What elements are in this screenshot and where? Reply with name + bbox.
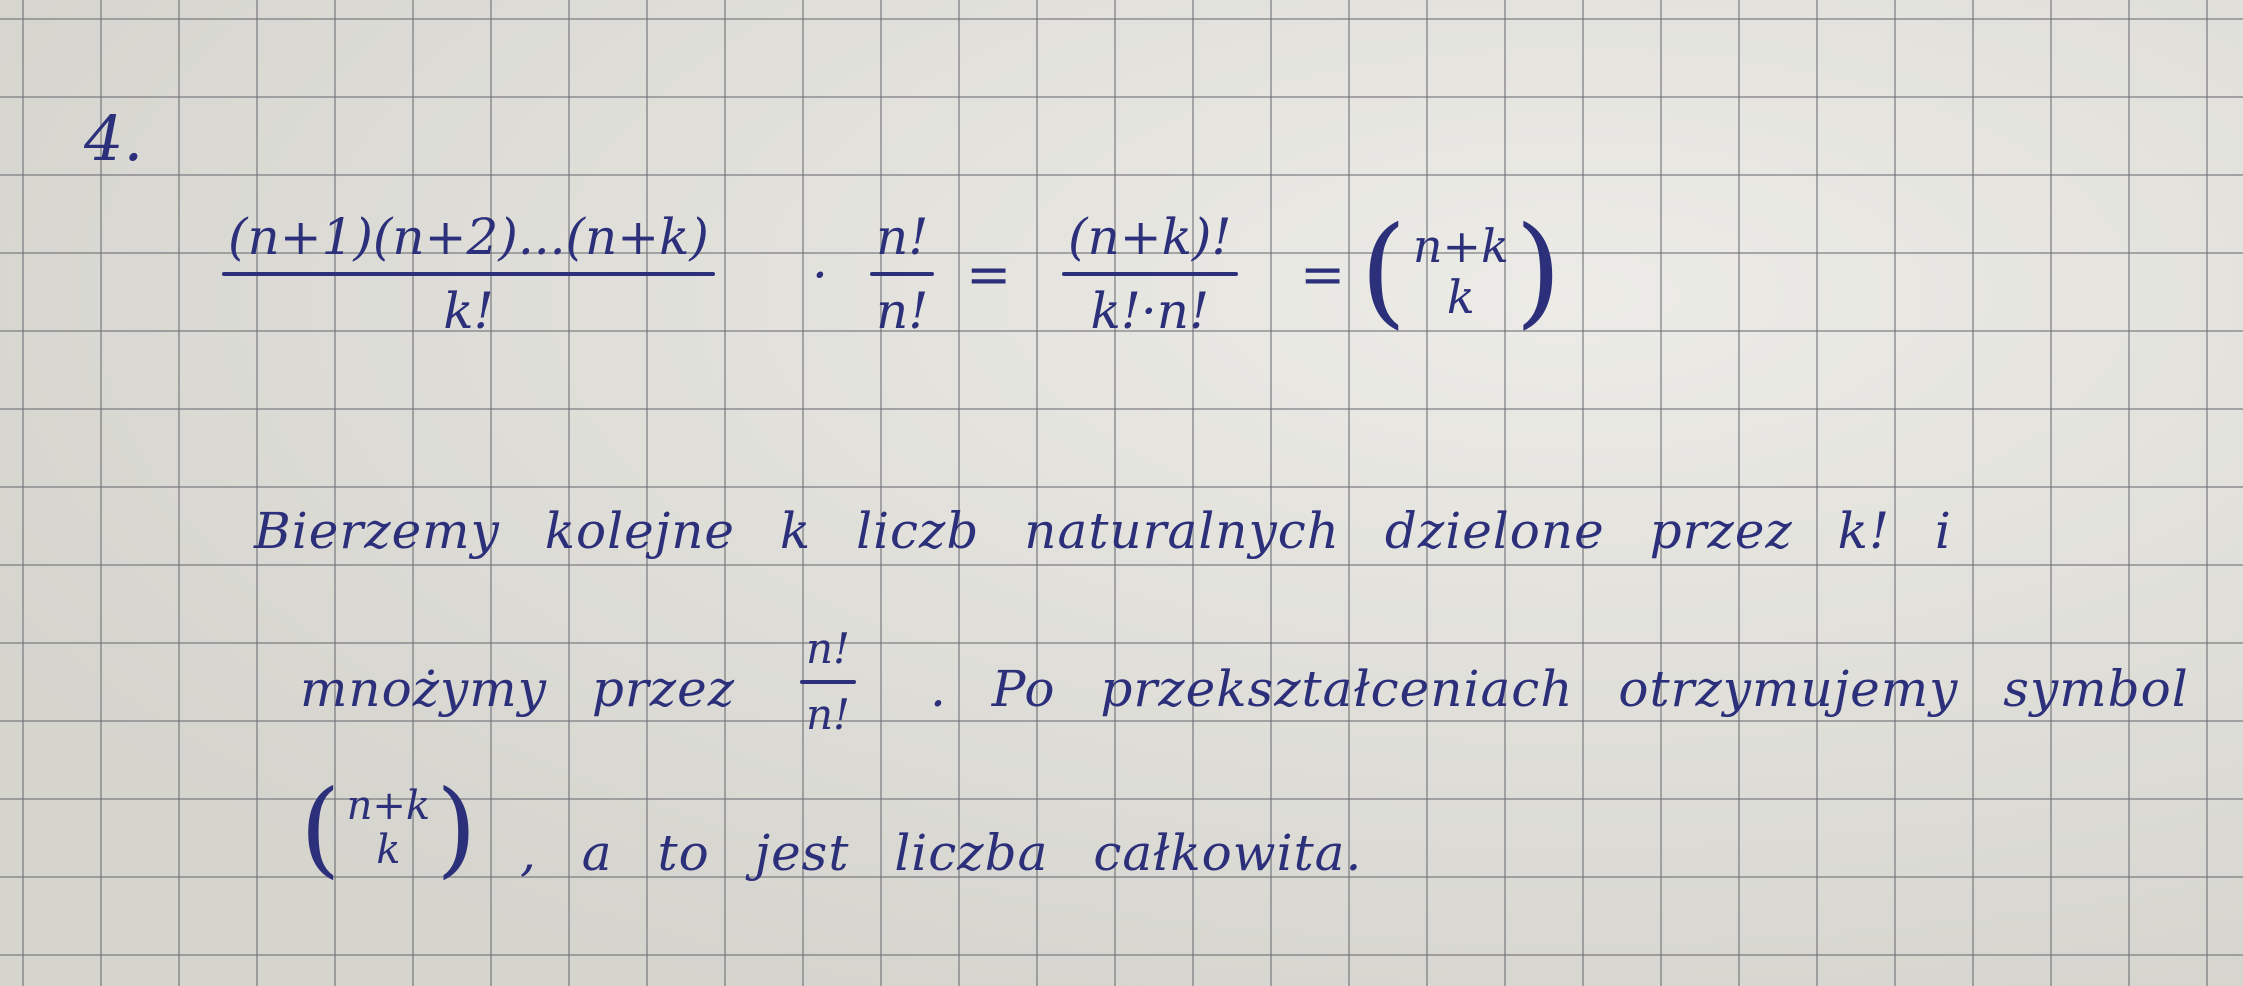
binomial-stack xyxy=(1407,221,1515,322)
inline-binomial-bottom: k xyxy=(376,827,401,873)
inline-binomial-right-paren: ) xyxy=(436,767,477,889)
problem-number: 4. xyxy=(84,102,144,175)
equals-sign-2: = xyxy=(1300,243,1346,306)
fraction-1-bar xyxy=(222,272,715,276)
fraction-1-denominator: k! xyxy=(443,282,494,340)
fraction-3-bar xyxy=(1062,272,1238,276)
binomial-left-paren: ( xyxy=(1360,202,1407,341)
fraction-product-over-k-factorial xyxy=(222,208,715,340)
fraction-n-factorial-over-n-factorial xyxy=(870,208,934,340)
fraction-2-numerator: n! xyxy=(876,208,929,266)
fraction-1-numerator: (n+1)(n+2)...(n+k) xyxy=(228,208,709,266)
binomial-coefficient xyxy=(1360,202,1562,341)
inline-binomial-left-paren: ( xyxy=(300,767,341,889)
explanation-line-3: , a to jest liczba całkowita. xyxy=(520,824,1363,882)
fraction-n-plus-k-factorial xyxy=(1062,208,1238,340)
fraction-2-denominator: n! xyxy=(876,282,929,340)
binomial-right-paren: ) xyxy=(1514,202,1562,341)
inline-fraction-numerator: n! xyxy=(806,624,850,673)
fraction-3-denominator: k!·n! xyxy=(1090,282,1210,340)
inline-fraction-n-factorial xyxy=(800,624,856,739)
binomial-top: n+k xyxy=(1412,219,1509,274)
inline-fraction-bar xyxy=(800,680,856,684)
inline-binomial-coefficient xyxy=(300,767,477,889)
inline-binomial-top: n+k xyxy=(346,783,431,829)
explanation-line-2-end: . Po przekształceniach otrzymujemy symbol xyxy=(930,660,2189,718)
binomial-bottom: k xyxy=(1446,270,1475,324)
fraction-3-numerator: (n+k)! xyxy=(1068,208,1232,266)
explanation-line-1: Bierzemy kolejne k liczb naturalnych dzielone przez k! i xyxy=(254,502,1952,560)
explanation-line-2-start: mnożymy przez xyxy=(300,660,736,718)
inline-binomial-stack xyxy=(341,784,437,872)
fraction-2-bar xyxy=(870,272,934,276)
equals-sign-1: = xyxy=(966,243,1012,306)
multiplication-dot: · xyxy=(812,246,828,304)
inline-fraction-denominator: n! xyxy=(806,690,850,739)
